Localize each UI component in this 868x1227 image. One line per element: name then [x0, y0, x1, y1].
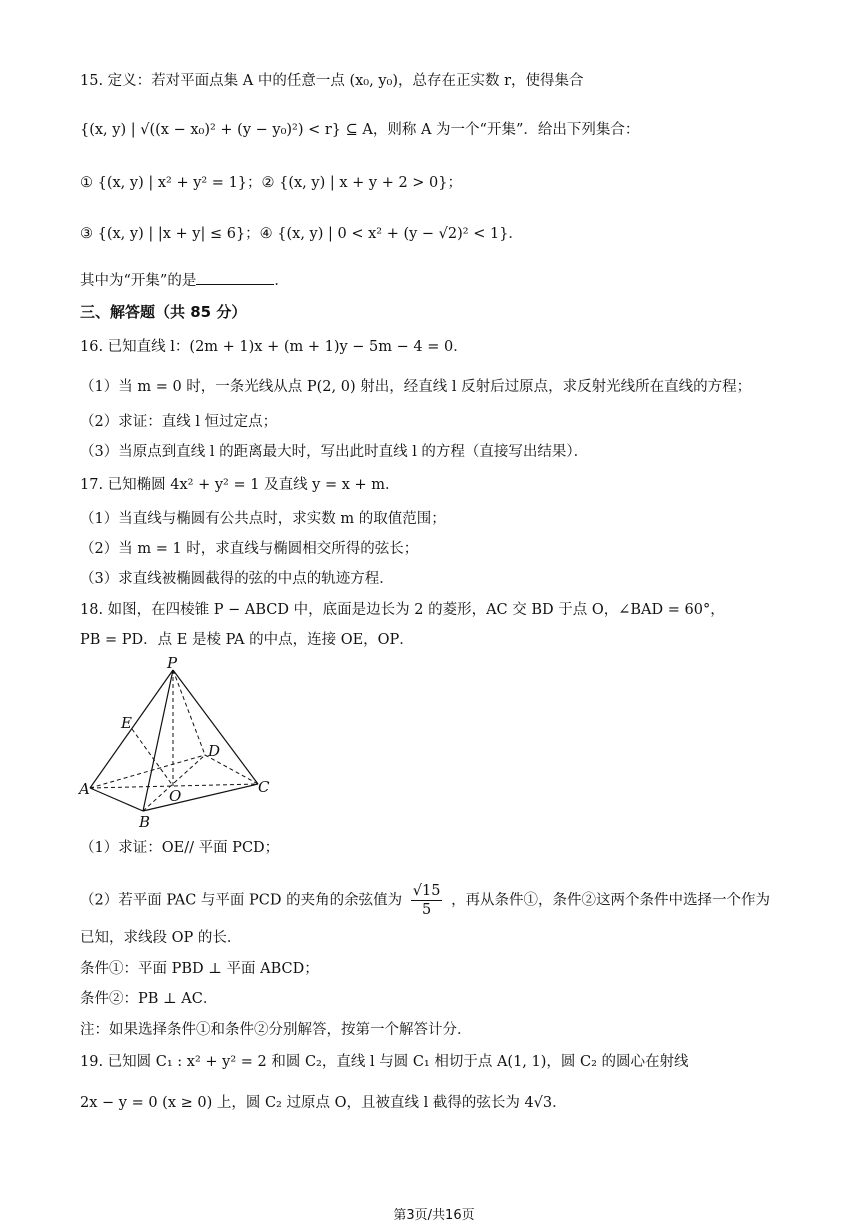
label-P: P: [167, 655, 178, 672]
edge-AB: [90, 788, 143, 811]
segment-OE: [132, 729, 173, 786]
q18-stem-line2: PB = PD．点 E 是棱 PA 的中点，连接 OE，OP．: [80, 632, 414, 648]
edge-PC: [173, 670, 258, 784]
q18-stem-line1: 18. 如图，在四棱锥 P − ABCD 中，底面是边长为 2 的菱形，AC 交 BD 于点 O，∠BAD = 60°，: [80, 602, 725, 618]
label-E: E: [121, 714, 132, 732]
q15-line2: {(x, y) | √((x − x₀)² + (y − y₀)²) < r} ⊆ A，则称 A 为一个“开集”．给出下列集合：: [80, 122, 640, 138]
q17-part3: （3）求直线被椭圆截得的弦的中点的轨迹方程．: [80, 571, 394, 587]
q15-line3: ① {(x, y) | x² + y² = 1}；② {(x, y) | x + y + 2 > 0}；: [80, 175, 463, 191]
fraction-denominator: 5: [421, 902, 432, 918]
q15-line4: ③ {(x, y) | |x + y| ≤ 6}；④ {(x, y) | 0 < x² + (y − √2)² < 1}．: [80, 226, 523, 242]
pyramid-figure: [75, 655, 285, 835]
q15-line5: [80, 270, 289, 291]
q18-part2-continued: 已知，求线段 OP 的长．: [80, 930, 242, 946]
q18-note: 注：如果选择条件①和条件②分别解答，按第一个解答计分．: [80, 1022, 472, 1038]
fraction-numerator: √15: [412, 883, 441, 899]
q17-stem: 17. 已知椭圆 4x² + y² = 1 及直线 y = x + m．: [80, 477, 400, 493]
q18-part1: （1）求证：OE// 平面 PCD；: [80, 840, 280, 856]
q18-part2-lead: （2）若平面 PAC 与平面 PCD 的夹角的余弦值为: [80, 892, 403, 909]
q19-line1: 19. 已知圆 C₁ : x² + y² = 2 和圆 C₂，直线 l 与圆 C₁ 相切于点 A(1, 1)，圆 C₂ 的圆心在射线: [80, 1054, 689, 1070]
cosine-fraction: [411, 882, 443, 919]
q18-condition1: 条件①：平面 PBD ⊥ 平面 ABCD；: [80, 961, 319, 977]
answer-blank[interactable]: [196, 270, 274, 285]
q15-answer-prompt: 其中为“开集”的是: [80, 273, 197, 289]
label-A: A: [79, 780, 90, 798]
q18-part2-tail: ，再从条件①，条件②这两个条件中选择一个作为: [451, 892, 771, 909]
q16-part2: （2）求证：直线 l 恒过定点；: [80, 414, 278, 430]
q16-part3: （3）当原点到直线 l 的距离最大时，写出此时直线 l 的方程（直接写出结果）．: [80, 444, 589, 460]
page-number: 第3页/共16页: [393, 1208, 475, 1223]
label-C: C: [258, 778, 270, 796]
q16-stem: 16. 已知直线 l：(2m + 1)x + (m + 1)y − 5m − 4 = 0．: [80, 339, 468, 355]
q19-line2: 2x − y = 0 (x ≥ 0) 上，圆 C₂ 过原点 O，且被直线 l 截得的弦长为 4√3．: [80, 1095, 567, 1111]
section-heading: 三、解答题（共 85 分）: [80, 303, 247, 321]
label-D: D: [208, 742, 221, 760]
label-O: O: [169, 787, 182, 805]
label-B: B: [139, 813, 151, 831]
q15-period: ．: [274, 273, 289, 289]
q18-part2: [80, 882, 770, 919]
q18-condition2: 条件②：PB ⊥ AC．: [80, 991, 218, 1007]
q16-part1: （1）当 m = 0 时，一条光线从点 P(2, 0) 射出，经直线 l 反射后过原点，求反射光线所在直线的方程；: [80, 379, 752, 395]
q17-part2: （2）当 m = 1 时，求直线与椭圆相交所得的弦长；: [80, 541, 419, 557]
edge-BC: [143, 784, 258, 811]
q17-part1: （1）当直线与椭圆有公共点时，求实数 m 的取值范围；: [80, 511, 446, 527]
edge-AD: [90, 755, 205, 788]
q15-line1: 15. 定义：若对平面点集 A 中的任意一点 (x₀, y₀)，总存在正实数 r，使得集合: [80, 73, 584, 89]
edge-PD: [173, 670, 205, 755]
